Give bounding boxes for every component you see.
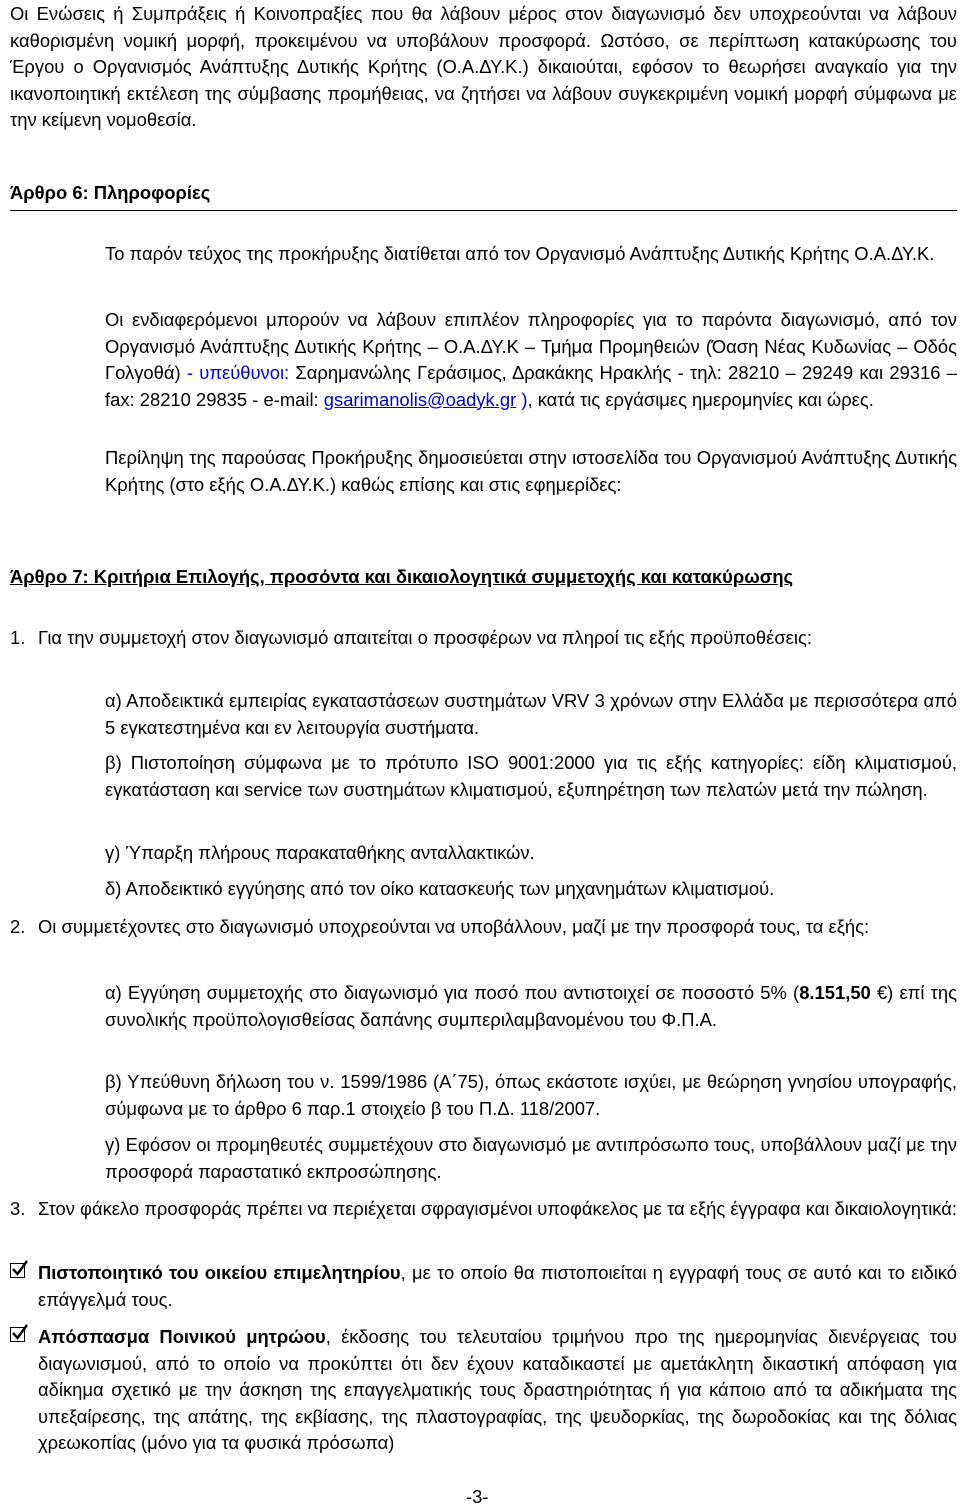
contact-text-b: Σαρημανώλης Γεράσιμος, Δρακάκης Ηρακλής - τηλ: 28210 – 29249 και 29316 – fax: 28210 29835 - e-mail: xyxy=(105,362,957,410)
chamber-certificate-text: , με το οποίο θα πιστοποιείται η εγγραφή τους σε αυτό και το ειδικό επάγγελμά τους. xyxy=(38,1262,957,1310)
checklist-item-1 xyxy=(10,1260,957,1313)
intro-paragraph xyxy=(10,1,957,134)
checklist-item-2-text xyxy=(38,1324,957,1457)
criminal-record-text: , έκδοσης του τελευταίου τριμήνου προ της ημερομηνίας διενέργειας του διαγωνισμού, από το οποίο να προκύπτει ότι δεν έχουν καταδικαστεί με αμετάκλητη δικαστική απόφαση για αδίκημα σχετικό με την άσκηση της επαγγελματικής τους δραστηριότητας ή για κάποιο από τα αδικήματα της υπεξαίρεσης, της απάτης, της εκβίασης, της πλαστογραφίας, της ψευδορκίας, της δωροδοκίας και της δόλιας χρεωκοπίας (μόνο για τα φυσικά πρόσωπα) xyxy=(38,1326,957,1453)
guarantee-amount: 8.151,50 xyxy=(799,982,871,1003)
intro-text-a: Οι Ενώσεις ή Συμπράξεις ή Κοινοπραξίες που θα λάβουν μέρος στον διαγωνισμό δεν υποχρεούνται να λάβουν καθορισμένη νομική μορφή, προκειμένου να υποβάλουν προσφορά. Ωστόσο, σε περίπτωση κατακύρωσης του Έργου ο Οργανισμός Ανάπτυξης Δυτικής Κρήτης ( xyxy=(10,3,957,77)
checklist-item-1-text xyxy=(38,1260,957,1313)
item-number: 2. xyxy=(10,916,26,937)
intro-text-b: ) δικαιούται, εφόσον το θεωρήσει αναγκαίο για την ικανοποιητική εκτέλεση της σύμβασης προμήθειας, να ζητήσει να λάβουν συγκεκριμένη νομική μορφή σύμφωνα με την κείμενη νομοθεσία. xyxy=(10,56,957,130)
item-1-text: Για την συμμετοχή στον διαγωνισμό απαιτείται ο προσφέρων να πληροί τις εξής προϋποθέσεις: xyxy=(38,627,812,648)
contact-text-d: , κατά τις εργάσιμες ημερομηνίες και ώρες. xyxy=(527,388,874,410)
numbered-item-1 xyxy=(10,625,957,652)
item-2-sub-c: γ) Εφόσον οι προμηθευτές συμμετέχουν στο διαγωνισμό με αντιπρόσωπο τους, υποβάλλουν μαζί με την προσφορά παραστατικό εκπροσώπησης. xyxy=(105,1134,957,1182)
item-2-sub-a-text-1: α) Εγγύηση συμμετοχής στο διαγωνισμό για ποσό που αντιστοιχεί σε ποσοστό 5% ( xyxy=(105,982,800,1003)
article-6-heading: Άρθρο 6: Πληροφορίες xyxy=(10,180,957,211)
article-6-paragraph-2 xyxy=(105,307,957,413)
chamber-certificate-title: Πιστοποιητικό του οικείου επιμελητηρίου xyxy=(38,1262,401,1283)
checklist-item-2 xyxy=(10,1324,957,1457)
numbered-item-2 xyxy=(10,914,957,941)
org-abbreviation: Ο.Α.ΔΥ.Κ. xyxy=(442,56,523,77)
contact-responsible-label: - υπεύθυνοι: xyxy=(186,362,290,383)
contact-paren: ) xyxy=(521,388,528,410)
item-2-sub-b: β) Υπεύθυνη δήλωση του ν. 1599/1986 (Α΄75), όπως εκάστοτε ισχύει, με θεώρηση γνησίου υπογραφής, σύμφωνα με το άρθρο 6 παρ.1 στοιχείο β του Π.Δ. 118/2007. xyxy=(105,1071,957,1119)
criminal-record-title: Απόσπασμα Ποινικού μητρώου xyxy=(38,1326,326,1347)
article-6-paragraph-1: Το παρόν τεύχος της προκήρυξης διατίθεται από τον Οργανισμό Ανάπτυξης Δυτικής Κρήτης Ο.Α.ΔΥ.Κ. xyxy=(105,243,935,264)
item-2-sub-a-text-2: €) επί της συνολικής προϋπολογισθείσας δαπάνης συμπεριλαμβανομένου του Φ.Π.Α. xyxy=(105,982,957,1030)
item-1-sub-c: γ) Ύπαρξη πλήρους παρακαταθήκης ανταλλακτικών. xyxy=(105,842,535,863)
checkbox-icon xyxy=(10,1327,25,1342)
article-6-paragraph-3: Περίληψη της παρούσας Προκήρυξης δημοσιεύεται στην ιστοσελίδα του Οργανισμού Ανάπτυξης Δυτικής Κρήτης (στο εξής Ο.Α.ΔΥ.Κ.) καθώς επίσης και στις εφημερίδες: xyxy=(105,447,957,495)
item-1-sub-d: δ) Αποδεικτικό εγγύησης από τον οίκο κατασκευής των μηχανημάτων κλιματισμού. xyxy=(105,878,775,899)
numbered-item-3 xyxy=(10,1196,957,1223)
item-3-text: Στον φάκελο προσφοράς πρέπει να περιέχεται σφραγισμένοι υποφάκελος με τα εξής έγγραφα και δικαιολογητικά: xyxy=(38,1198,958,1219)
page-number: -3- xyxy=(466,1486,489,1507)
item-number: 1. xyxy=(10,627,26,648)
checkbox-icon xyxy=(10,1263,25,1278)
item-2-sub-a xyxy=(105,980,957,1033)
item-1-sub-b: β) Πιστοποίηση σύμφωνα με το πρότυπο ISO 9001:2000 για τις εξής κατηγορίες: είδη κλιματισμού, εγκατάσταση και service των συστημάτων κλιματισμού, εξυπηρέτηση των πελατών μετά την πώληση. xyxy=(105,752,957,800)
article-7-heading: Άρθρο 7: Κριτήρια Επιλογής, προσόντα και δικαιολογητικά συμμετοχής και κατακύρωσης xyxy=(10,566,794,587)
item-2-text: Οι συμμετέχοντες στο διαγωνισμό υποχρεούνται να υποβάλλουν, μαζί με την προσφορά τους, τα εξής: xyxy=(38,916,870,937)
contact-text-a: Οι ενδιαφερόμενοι μπορούν να λάβουν επιπλέον πληροφορίες για το παρόντα διαγωνισμό, από τον Οργανισμό Ανάπτυξης Δυτικής Κρήτης – Ο.Α.ΔΥ.Κ – Τμήμα Προμηθειών (Όαση Νέας Κυδωνίας – Οδός Γολγοθά) xyxy=(105,309,957,383)
email-link[interactable]: gsarimanolis@oadyk.gr xyxy=(323,388,517,410)
item-number: 3. xyxy=(10,1198,26,1219)
item-1-sub-a: α) Αποδεικτικά εμπειρίας εγκαταστάσεων συστημάτων VRV 3 χρόνων στην Ελλάδα με περισσότερα από 5 εγκατεστημένα και εν λειτουργία συστήματα. xyxy=(105,690,957,738)
